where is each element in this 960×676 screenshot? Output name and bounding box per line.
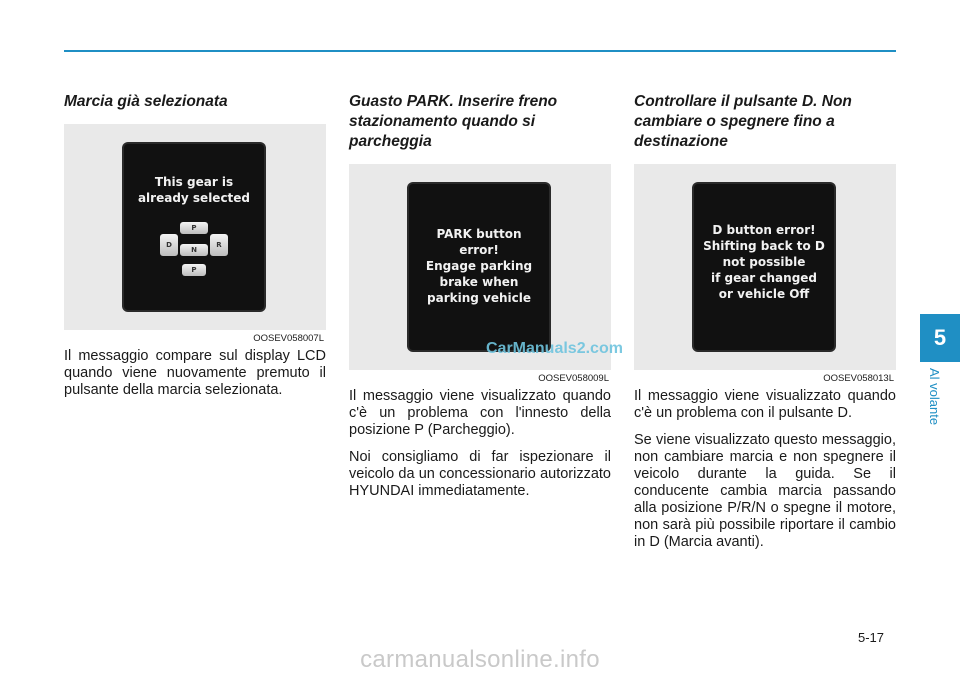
chapter-tab: 5 xyxy=(920,314,960,362)
section-guasto-park xyxy=(349,92,611,510)
section-pulsante-d xyxy=(634,92,896,561)
paragraph: Il messaggio compare sul display LCD quando viene nuovamente premuto il pulsante della marcia selezionata. xyxy=(64,348,326,398)
paragraph: Se viene visualizzato questo messaggio, non cambiare marcia e non spegnere il veicolo durante la guida. Se il conducente cambia marcia passando alla posizione P/R/N o spegne il motore, non sarà più possibile riportare il cambio in D (Marcia avanti). xyxy=(634,432,896,550)
page-number: 5-17 xyxy=(858,630,885,645)
gear-key-r: R xyxy=(210,234,228,256)
section-marcia-selezionata xyxy=(64,92,326,409)
section-heading: Guasto PARK. Inserire freno stazionamento quando si parcheggia xyxy=(349,93,558,150)
gear-key-d: D xyxy=(160,234,178,256)
gear-key-n: N xyxy=(180,244,208,256)
lcd-screen xyxy=(694,184,834,350)
paragraph: Noi consigliamo di far ispezionare il veicolo da un concessionario autorizzato HYUNDAI immediatamente. xyxy=(349,449,611,499)
paragraph: Il messaggio viene visualizzato quando c'è un problema con il pulsante D. xyxy=(634,388,896,421)
gear-key-p: P xyxy=(180,222,208,234)
section-heading: Controllare il pulsante D. Non cambiare o spegnere fino a destinazione xyxy=(634,93,852,150)
figure-code: OOSEV058009L xyxy=(538,373,609,384)
figure-image xyxy=(64,124,326,344)
footer-watermark: carmanualsonline.info xyxy=(360,646,600,673)
lcd-message: D button error! Shifting back to D not possible if gear changed or vehicle Off xyxy=(703,223,825,301)
figure-code: OOSEV058013L xyxy=(823,373,894,384)
top-rule xyxy=(64,50,896,52)
chapter-label: Al volante xyxy=(927,368,942,426)
gear-key-park: P xyxy=(182,264,206,276)
paragraph: Il messaggio viene visualizzato quando c'è un problema con l'innesto della posizione P (Parcheggio). xyxy=(349,388,611,438)
lcd-screen xyxy=(124,144,264,310)
figure-code: OOSEV058007L xyxy=(253,333,324,344)
gear-selector-icon xyxy=(160,222,228,278)
watermark-link: CarManuals2.com xyxy=(486,340,623,357)
section-heading: Marcia già selezionata xyxy=(64,93,228,110)
figure-image xyxy=(634,164,896,384)
lcd-message: This gear is already selected xyxy=(137,175,251,205)
lcd-screen xyxy=(409,184,549,350)
lcd-message: PARK button error! Engage parking brake when parking vehicle xyxy=(425,227,533,305)
